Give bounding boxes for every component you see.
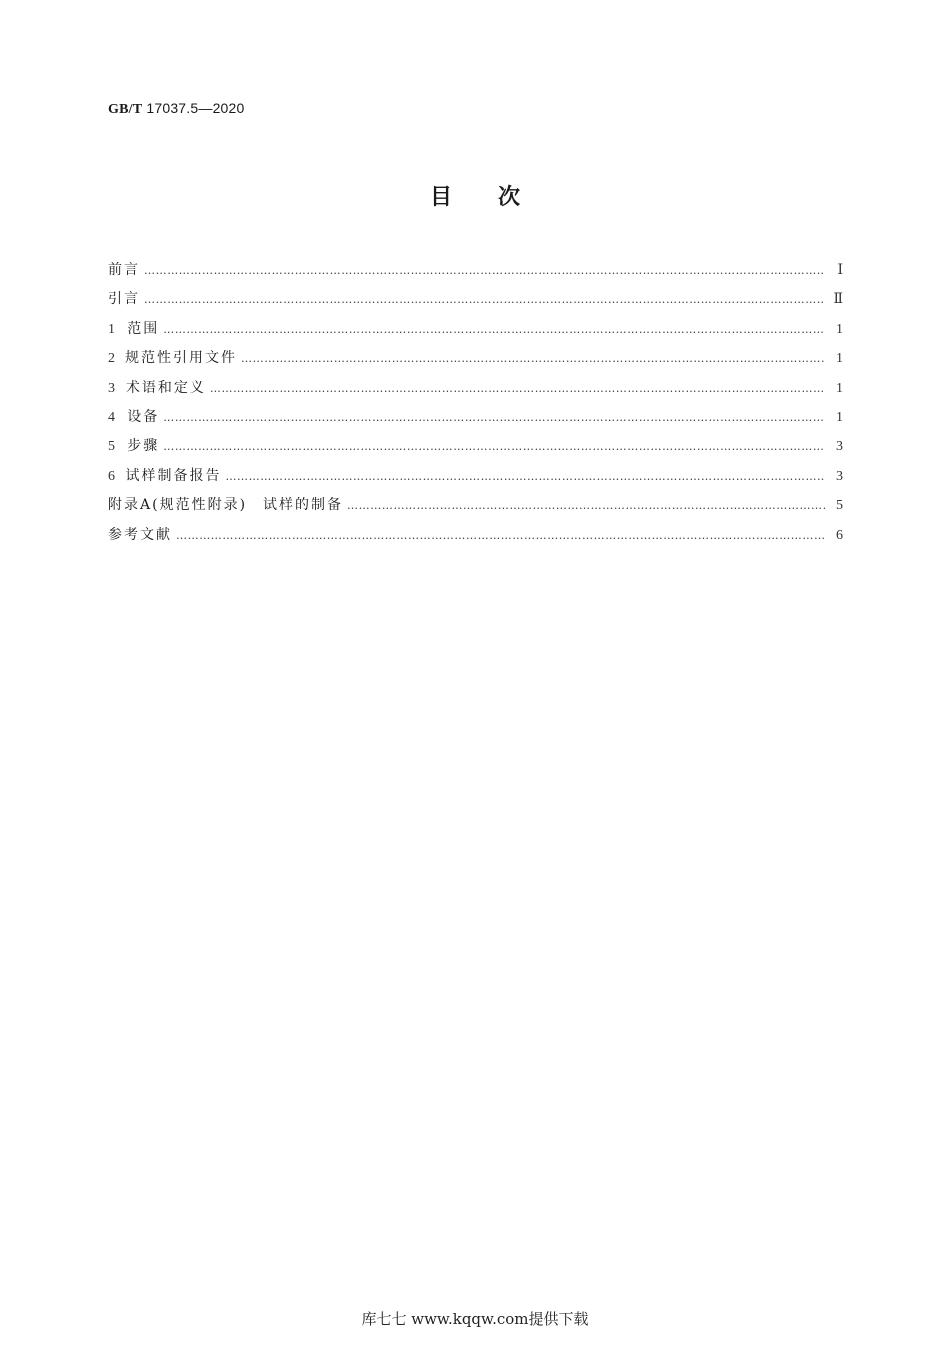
toc-entry-label: 试样制备报告 <box>125 467 222 484</box>
toc-entry-scope[interactable] <box>108 315 843 344</box>
toc-entry-page: 3 <box>836 439 843 455</box>
toc-entry-label: 附录A(规范性附录) 试样的制备 <box>108 497 344 514</box>
toc-entry-bibliography[interactable] <box>108 521 843 550</box>
toc-entry-introduction[interactable] <box>108 285 843 314</box>
toc-entry-procedure[interactable] <box>108 432 843 461</box>
toc-entry-label: 术语和定义 <box>125 379 206 396</box>
watermark-footer: 库七七 www.kqqw.com提供下载 <box>361 1310 589 1328</box>
toc-entry-number: 3 <box>108 380 115 396</box>
toc-entry-label: 参考文献 <box>108 526 172 543</box>
toc-entry-terms-definitions[interactable] <box>108 374 843 403</box>
toc-entry-page: Ⅰ <box>837 263 843 278</box>
toc-entry-page: 1 <box>836 380 843 396</box>
toc-leader-dots <box>163 432 825 461</box>
toc-entry-page: 3 <box>836 468 843 484</box>
toc-leader-dots <box>225 462 825 491</box>
standard-code <box>108 100 245 118</box>
toc-entry-page: 5 <box>836 498 843 514</box>
toc-entry-page: Ⅱ <box>833 292 843 308</box>
toc-entry-annex-a[interactable] <box>108 491 843 520</box>
toc-entry-number: 5 <box>108 439 115 455</box>
toc-leader-dots <box>163 403 825 432</box>
toc-entry-label: 规范性引用文件 <box>125 350 238 367</box>
toc-leader-dots <box>144 256 825 285</box>
toc-entry-preparation-report[interactable] <box>108 462 843 491</box>
toc-entry-label: 范围 <box>127 320 160 337</box>
toc-entry-number: 2 <box>108 351 115 367</box>
standard-number: 17037.5—2020 <box>146 100 245 116</box>
table-of-contents <box>108 256 843 550</box>
toc-entry-label: 步骤 <box>127 438 160 455</box>
toc-entry-page: 1 <box>836 321 843 337</box>
toc-leader-dots <box>347 491 825 520</box>
toc-entry-number: 6 <box>108 468 115 484</box>
page-title: 目次 <box>429 185 566 210</box>
toc-entry-label: 设备 <box>127 408 160 425</box>
toc-leader-dots <box>241 344 825 373</box>
toc-entry-label: 引言 <box>108 291 140 308</box>
toc-entry-page: 1 <box>836 351 843 367</box>
toc-entry-page: 1 <box>836 409 843 425</box>
toc-entry-page: 6 <box>836 527 843 543</box>
toc-leader-dots <box>163 315 825 344</box>
toc-entry-number: 1 <box>108 321 115 337</box>
toc-entry-apparatus[interactable] <box>108 403 843 432</box>
toc-leader-dots <box>210 374 825 403</box>
toc-entry-number: 4 <box>108 409 115 425</box>
toc-entry-foreword[interactable] <box>108 256 843 285</box>
toc-entry-normative-references[interactable] <box>108 344 843 373</box>
toc-entry-label: 前言 <box>108 262 140 278</box>
toc-leader-dots <box>176 521 825 550</box>
toc-leader-dots <box>144 285 825 314</box>
standard-prefix: GB/T <box>108 102 143 117</box>
